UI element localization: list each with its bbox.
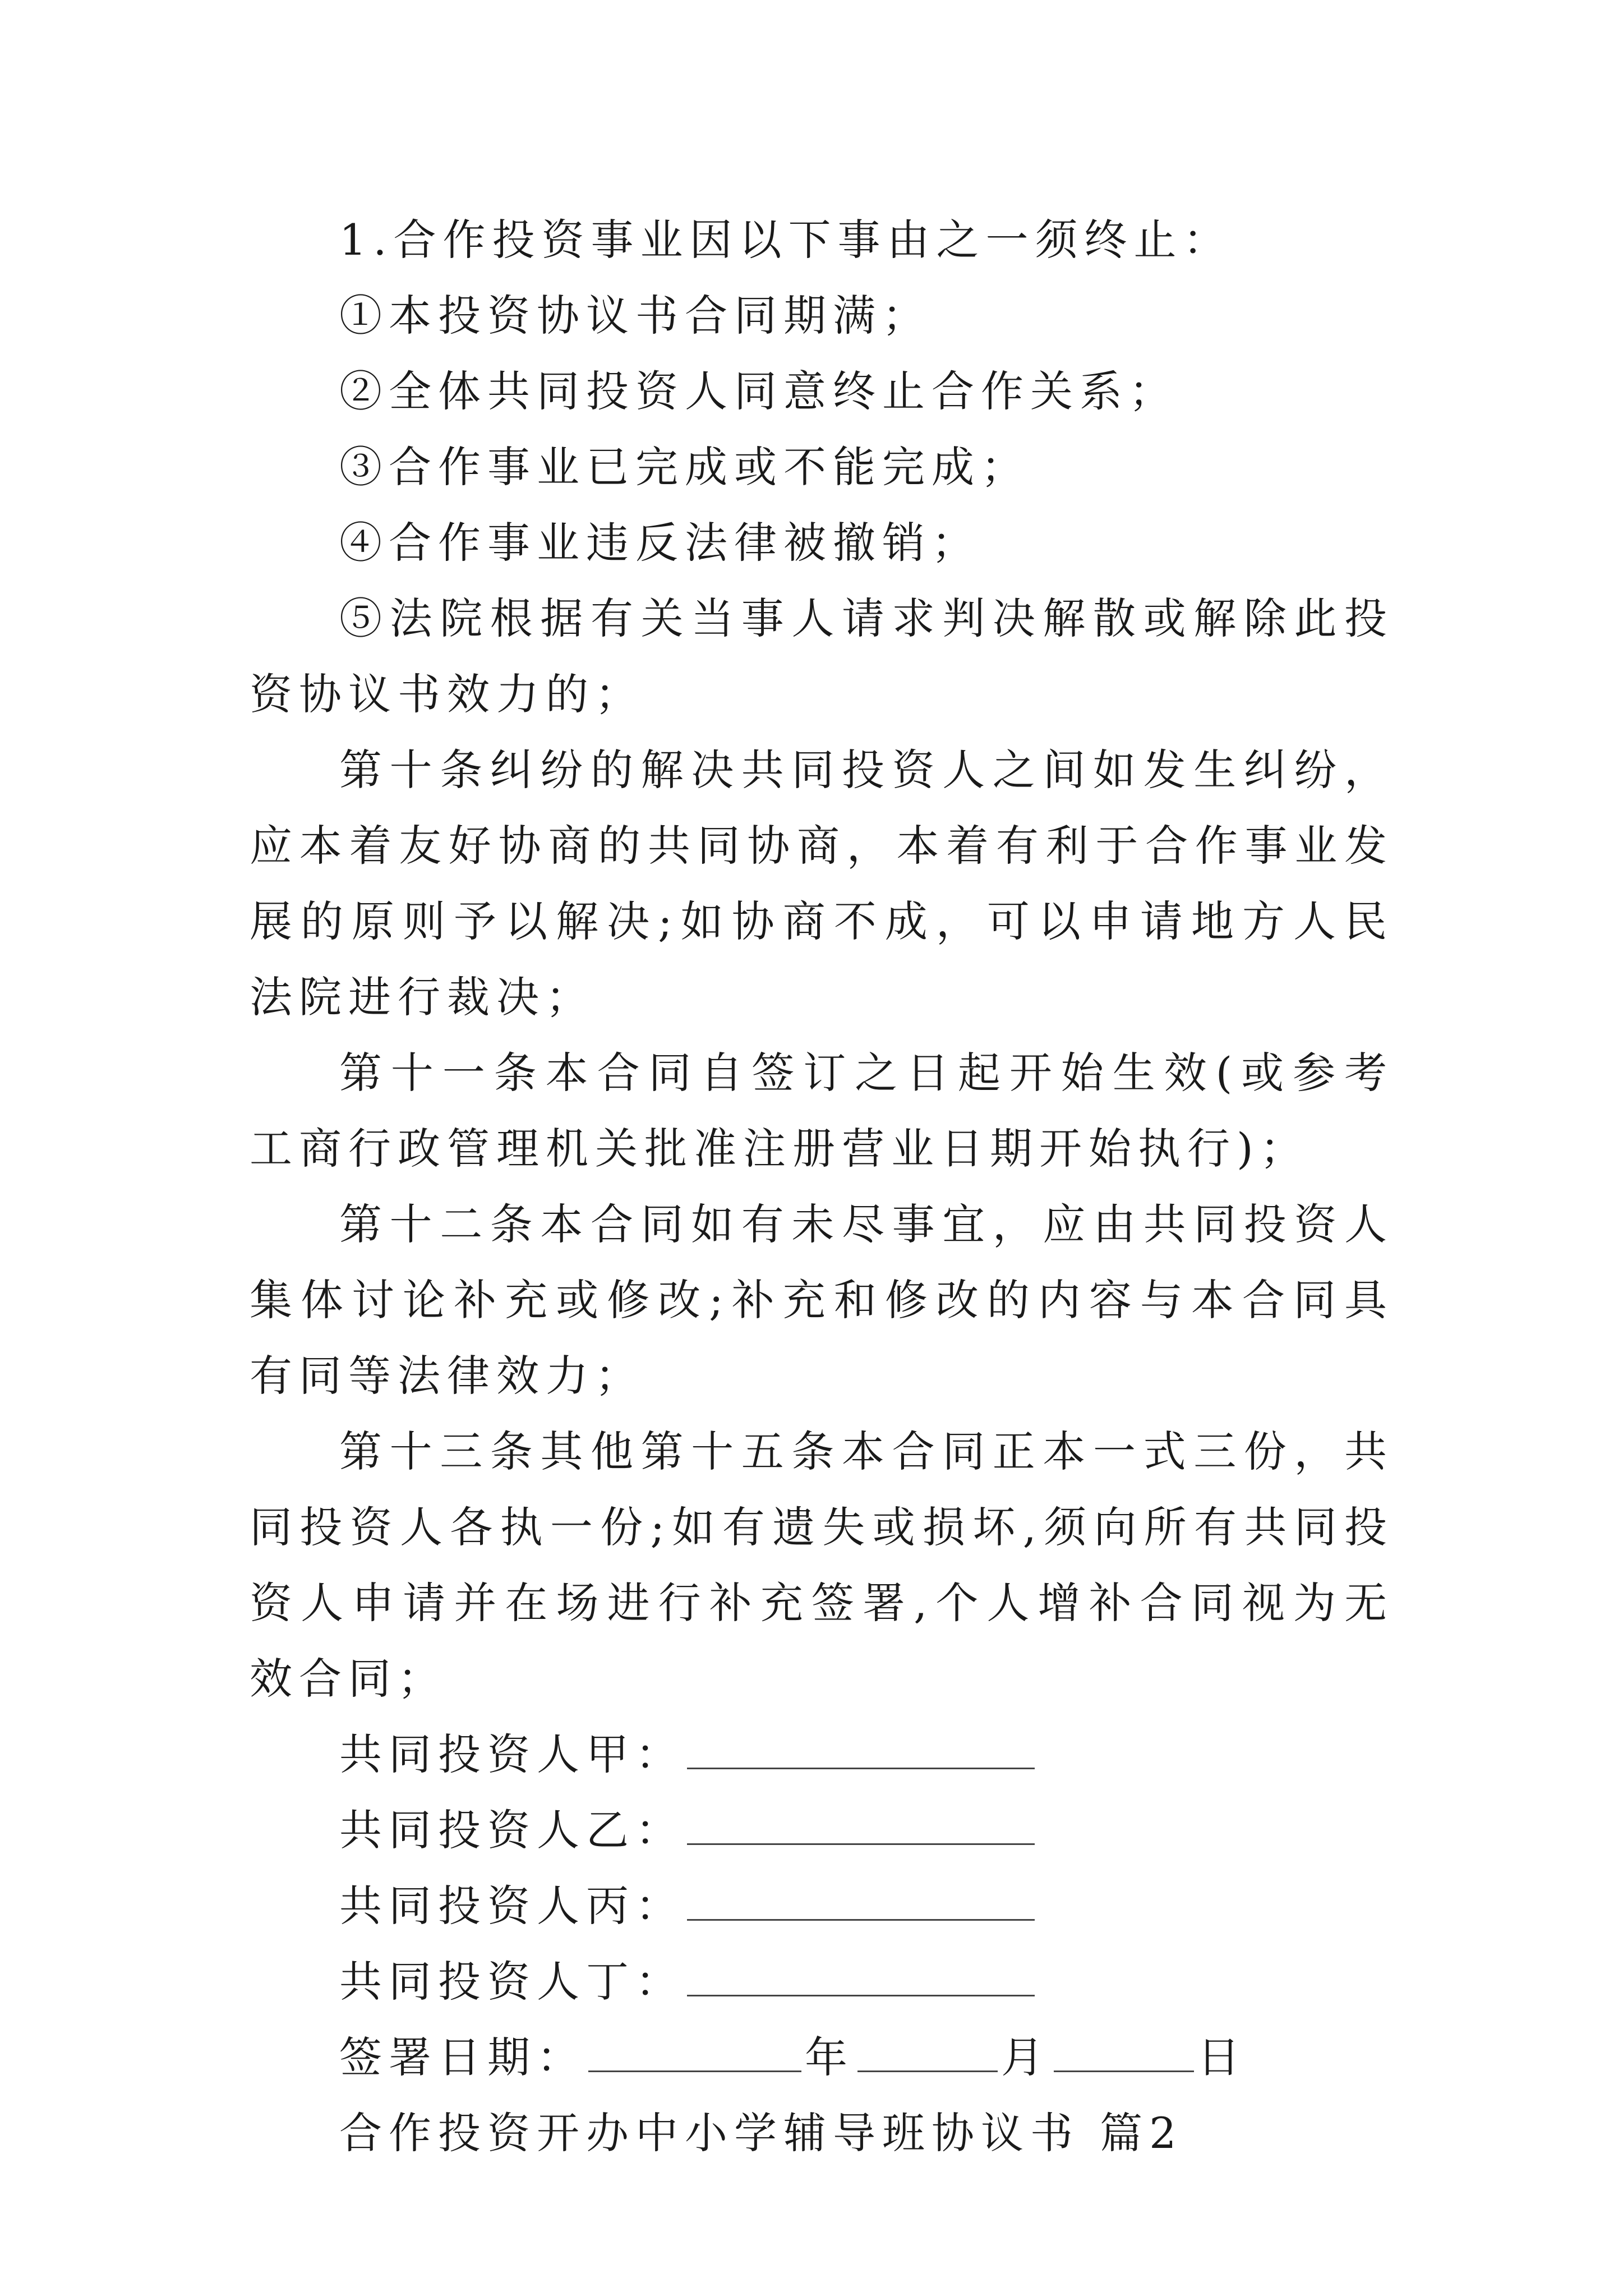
signature-line-d <box>250 1944 1394 2019</box>
year-blank <box>588 2031 801 2072</box>
signature-line-c <box>250 1868 1394 1944</box>
month-blank <box>857 2031 998 2072</box>
year-unit: 年 <box>805 2032 854 2082</box>
clause-1-item-2: ②全体共同投资人同意终止合作关系； <box>339 366 1178 416</box>
article-13: 第十三条其他第十五条本合同正本一式三份，共同投资人各执一份;如有遗失或损坏,须向所有共同投资人申请并在场进行补充签署,个人增补合同视为无效合同； <box>250 1427 1394 1704</box>
signing-date-label: 签署日期： <box>339 2032 586 2082</box>
clause-1-item-1: ①本投资协议书合同期满； <box>339 291 932 341</box>
next-section-title: 合作投资开办中小学辅导班协议书 篇2 <box>339 2108 1183 2158</box>
signature-blank-a <box>687 1728 1035 1769</box>
signature-label-c: 共同投资人丙： <box>339 1881 685 1931</box>
article-12: 第十二条本合同如有未尽事宜，应由共同投资人集体讨论补充或修改;补充和修改的内容与本合同具有同等法律效力； <box>250 1199 1394 1401</box>
signature-label-b: 共同投资人乙： <box>339 1805 685 1855</box>
signature-blank-c <box>687 1880 1035 1921</box>
day-blank <box>1054 2031 1194 2072</box>
clause-1: 1.合作投资事业因以下事由之一须终止： <box>339 215 1233 265</box>
signature-label-d: 共同投资人丁： <box>339 1957 685 2007</box>
signature-line-a <box>250 1717 1394 1792</box>
signature-line-b <box>250 1792 1394 1868</box>
month-unit: 月 <box>1001 2032 1050 2082</box>
signature-blank-b <box>687 1804 1035 1845</box>
clause-1-item-4: ④合作事业违反法律被撤销； <box>339 518 981 568</box>
signature-blank-d <box>687 1955 1035 1996</box>
clause-1-item-5: ⑤法院根据有关当事人请求判决解散或解除此投资协议书效力的； <box>250 593 1394 719</box>
signature-label-a: 共同投资人甲： <box>339 1729 685 1779</box>
clause-1-item-3: ③合作事业已完成或不能完成； <box>339 442 1030 492</box>
document-page <box>250 202 1394 2171</box>
signing-date-line <box>250 2019 1394 2095</box>
day-unit: 日 <box>1197 2032 1247 2082</box>
article-10: 第十条纠纷的解决共同投资人之间如发生纠纷，应本着友好协商的共同协商，本着有利于合作事业发展的原则予以解决;如协商不成，可以申请地方人民法院进行裁决； <box>250 745 1394 1022</box>
article-11: 第十一条本合同自签订之日起开始生效(或参考工商行政管理机关批准注册营业日期开始执行)； <box>250 1048 1394 1174</box>
